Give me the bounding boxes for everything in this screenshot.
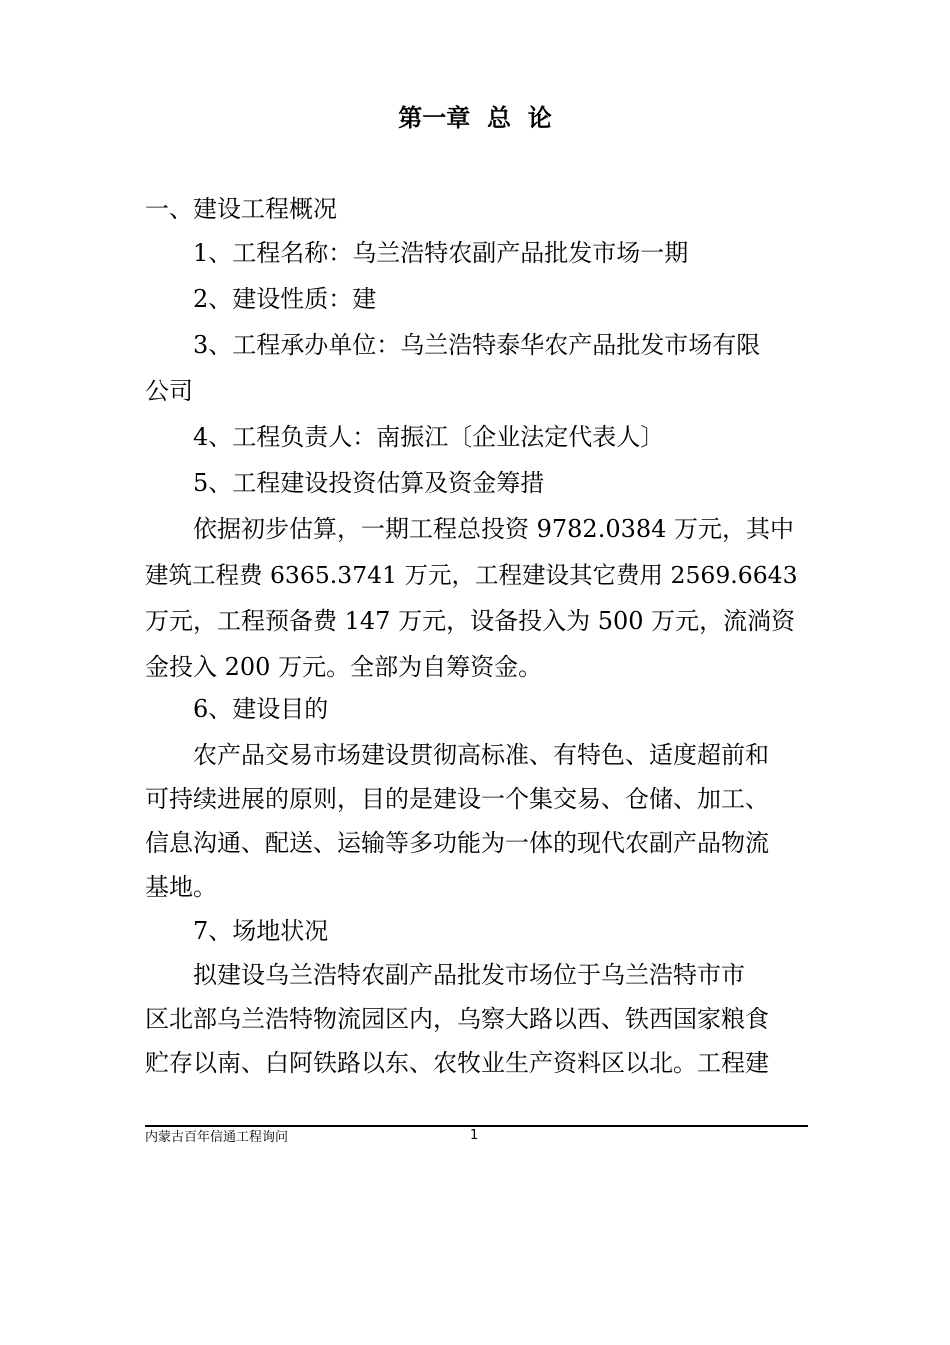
purpose-line: 基地。 [145, 873, 217, 901]
investment-line: 建筑工程费 6365.3741 万元，工程建设其它费用 2569.6643 [145, 561, 798, 589]
item-investment-heading: 5、工程建设投资估算及资金筹措 [193, 469, 545, 497]
purpose-line: 可持续进展的原则，目的是建设一个集交易、仓储、加工、 [145, 785, 769, 813]
site-line: 区北部乌兰浩特物流园区内，乌察大路以西、铁西国家粮食 [145, 1005, 769, 1033]
section-heading: 一、建设工程概况 [145, 195, 337, 223]
footer-company: 内蒙古百年信通工程询问 [145, 1130, 289, 1145]
purpose-line: 农产品交易市场建设贯彻高标准、有特色、适度超前和 [193, 741, 769, 769]
investment-line: 依据初步估算，一期工程总投资 9782.0384 万元，其中 [193, 515, 795, 543]
item-undertaking-unit-cont: 公司 [145, 377, 193, 405]
site-line: 拟建设乌兰浩特农副产品批发市场位于乌兰浩特市市 [193, 961, 745, 989]
site-line: 贮存以南、白阿铁路以东、农牧业生产资料区以北。工程建 [145, 1049, 769, 1077]
investment-line: 金投入 200 万元。全部为自筹资金。 [145, 653, 543, 681]
purpose-line: 信息沟通、配送、运输等多功能为一体的现代农副产品物流 [145, 829, 769, 857]
item-project-name: 1、工程名称：乌兰浩特农副产品批发市场一期 [193, 239, 689, 267]
chapter-title: 第一章 总 论 [398, 103, 552, 132]
item-site-heading: 7、场地状况 [193, 917, 329, 945]
item-construction-nature: 2、建设性质：建 [193, 285, 377, 313]
item-purpose-heading: 6、建设目的 [193, 695, 329, 723]
item-project-leader: 4、工程负责人：南振江〔企业法定代表人〕 [193, 423, 665, 451]
investment-line: 万元，工程预备费 147 万元，设备投入为 500 万元，流淌资 [145, 607, 796, 635]
page-number: 1 [470, 1128, 479, 1143]
item-undertaking-unit: 3、工程承办单位：乌兰浩特泰华农产品批发市场有限 [193, 331, 761, 359]
